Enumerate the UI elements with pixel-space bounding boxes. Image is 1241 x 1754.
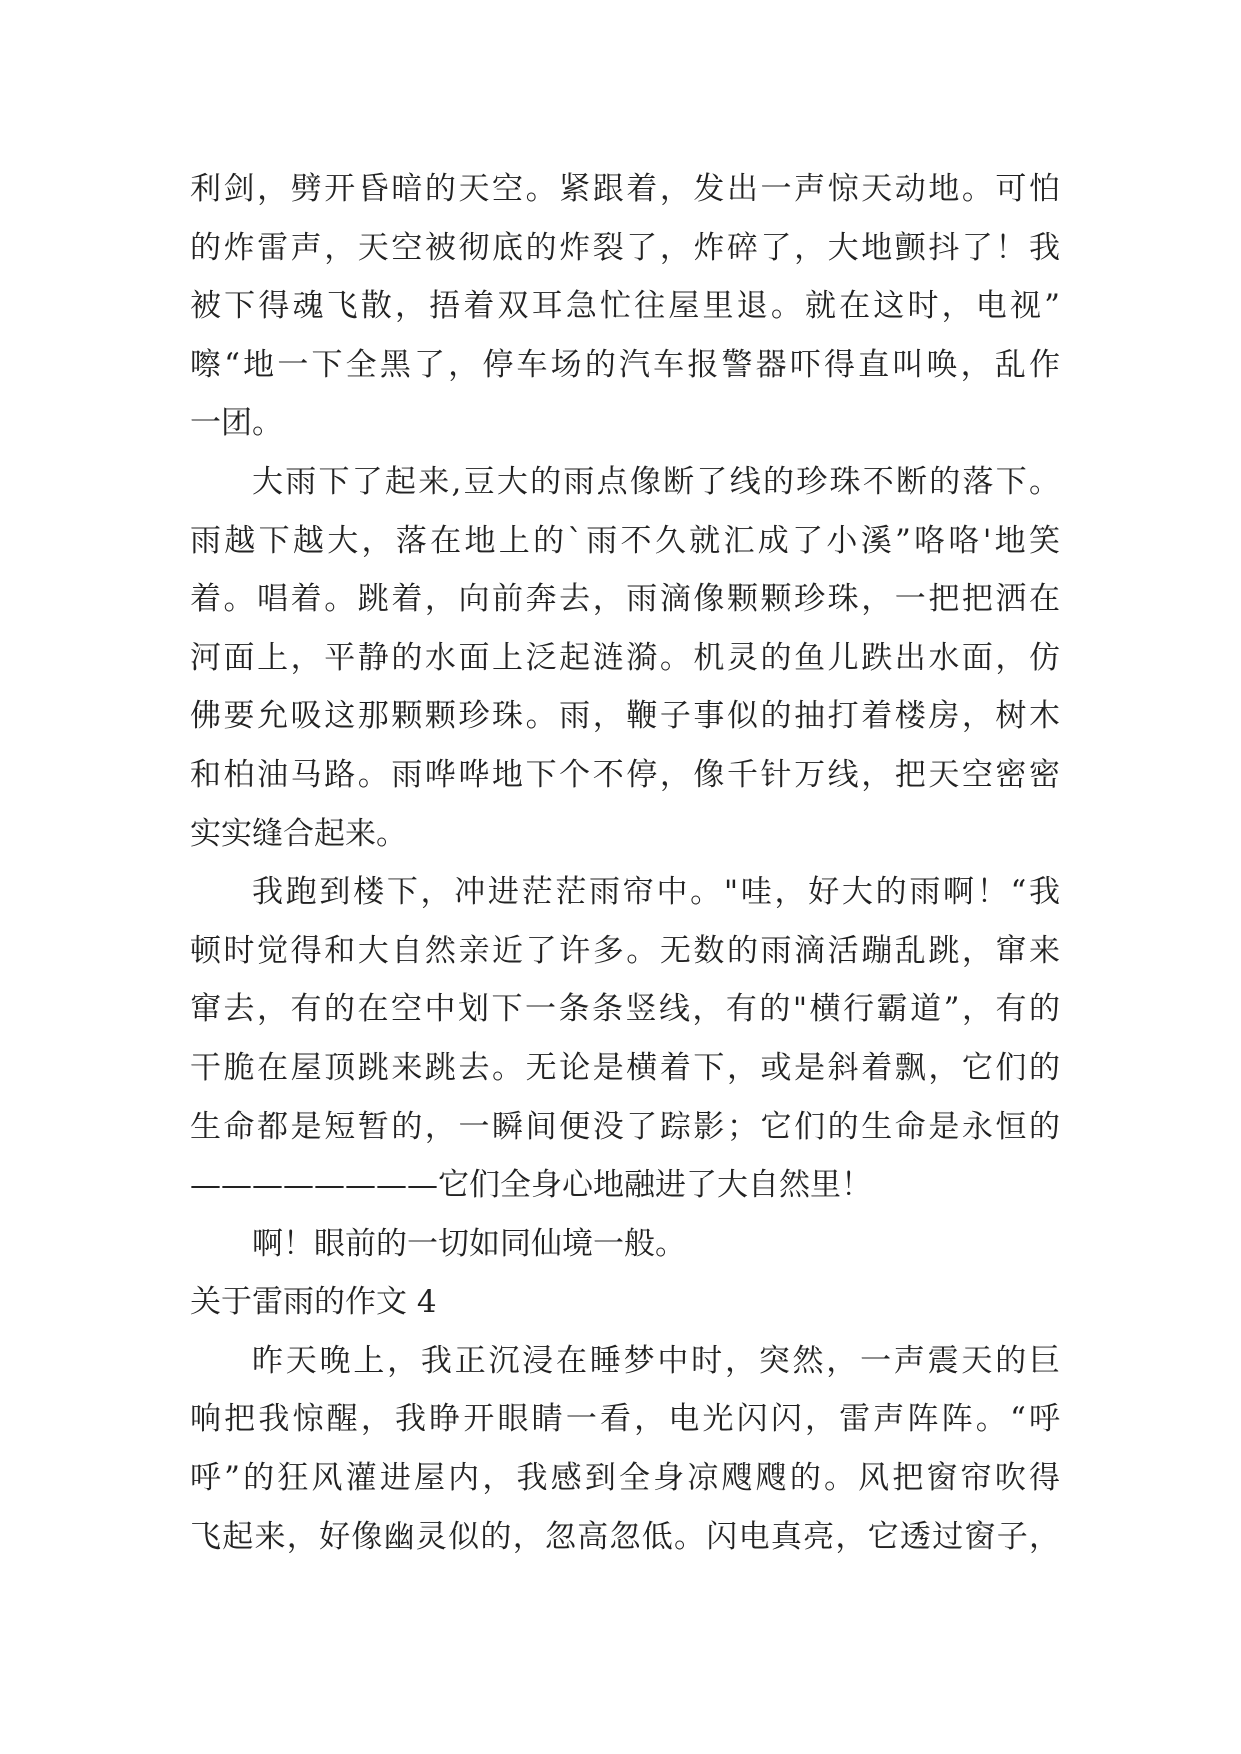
text-line: 呼”的狂风灌进屋内，我感到全身凉飕飕的。风把窗帘吹得 bbox=[190, 1460, 1060, 1497]
text-line: 被下得魂飞散，捂着双耳急忙往屋里退。就在这时，电视” bbox=[190, 288, 1060, 325]
text-line: 实实缝合起来。 bbox=[190, 815, 407, 852]
text-line: 生命都是短暂的，一瞬间便没了踪影；它们的生命是永恒的 bbox=[190, 1108, 1060, 1145]
text-line: 昨天晚上，我正沉浸在睡梦中时，突然，一声震天的巨 bbox=[252, 1342, 1060, 1379]
text-line: 利剑，劈开昏暗的天空。紧跟着，发出一声惊天动地。可怕 bbox=[190, 171, 1060, 207]
text-line: 响把我惊醒，我睁开眼睛一看，电光闪闪，雷声阵阵。“呼 bbox=[190, 1401, 1060, 1438]
text-line: 飞起来，好像幽灵似的，忽高忽低。闪电真亮，它透过窗子， bbox=[190, 1518, 1060, 1555]
text-line: 我跑到楼下，冲进茫茫雨帘中。"哇，好大的雨啊！“我 bbox=[252, 874, 1060, 911]
text-line: 顿时觉得和大自然亲近了许多。无数的雨滴活蹦乱跳，窜来 bbox=[190, 932, 1060, 969]
section-heading: 关于雷雨的作文 4 bbox=[190, 1284, 437, 1321]
text-line: 和柏油马路。雨哗哗地下个不停，像千针万线，把天空密密 bbox=[190, 756, 1060, 793]
text-line: ————————它们全身心地融进了大自然里！ bbox=[190, 1167, 872, 1204]
text-line: 窜去，有的在空中划下一条条竖线，有的"横行霸道”，有的 bbox=[190, 991, 1060, 1028]
essay-text bbox=[190, 160, 1060, 1566]
text-line: 着。唱着。跳着，向前奔去，雨滴像颗颗珍珠，一把把洒在 bbox=[190, 581, 1060, 618]
text-line: 一团。 bbox=[190, 405, 283, 442]
text-line: 啊！眼前的一切如同仙境一般。 bbox=[252, 1225, 686, 1262]
text-line: 干脆在屋顶跳来跳去。无论是横着下，或是斜着飘，它们的 bbox=[190, 1049, 1060, 1086]
text-line: 河面上，平静的水面上泛起涟漪。机灵的鱼儿跌出水面，仿 bbox=[190, 639, 1060, 676]
text-line: 佛要允吸这那颗颗珍珠。雨，鞭子事似的抽打着楼房，树木 bbox=[190, 698, 1060, 735]
text-line: 的炸雷声，天空被彻底的炸裂了，炸碎了，大地颤抖了！我 bbox=[190, 229, 1060, 266]
text-line: 嚓“地一下全黑了，停车场的汽车报警器吓得直叫唤，乱作 bbox=[190, 346, 1060, 383]
text-line: 雨越下越大，落在地上的`雨不久就汇成了小溪”咯咯'地笑 bbox=[190, 522, 1060, 559]
text-line: 大雨下了起来,豆大的雨点像断了线的珍珠不断的落下。 bbox=[252, 463, 1060, 500]
